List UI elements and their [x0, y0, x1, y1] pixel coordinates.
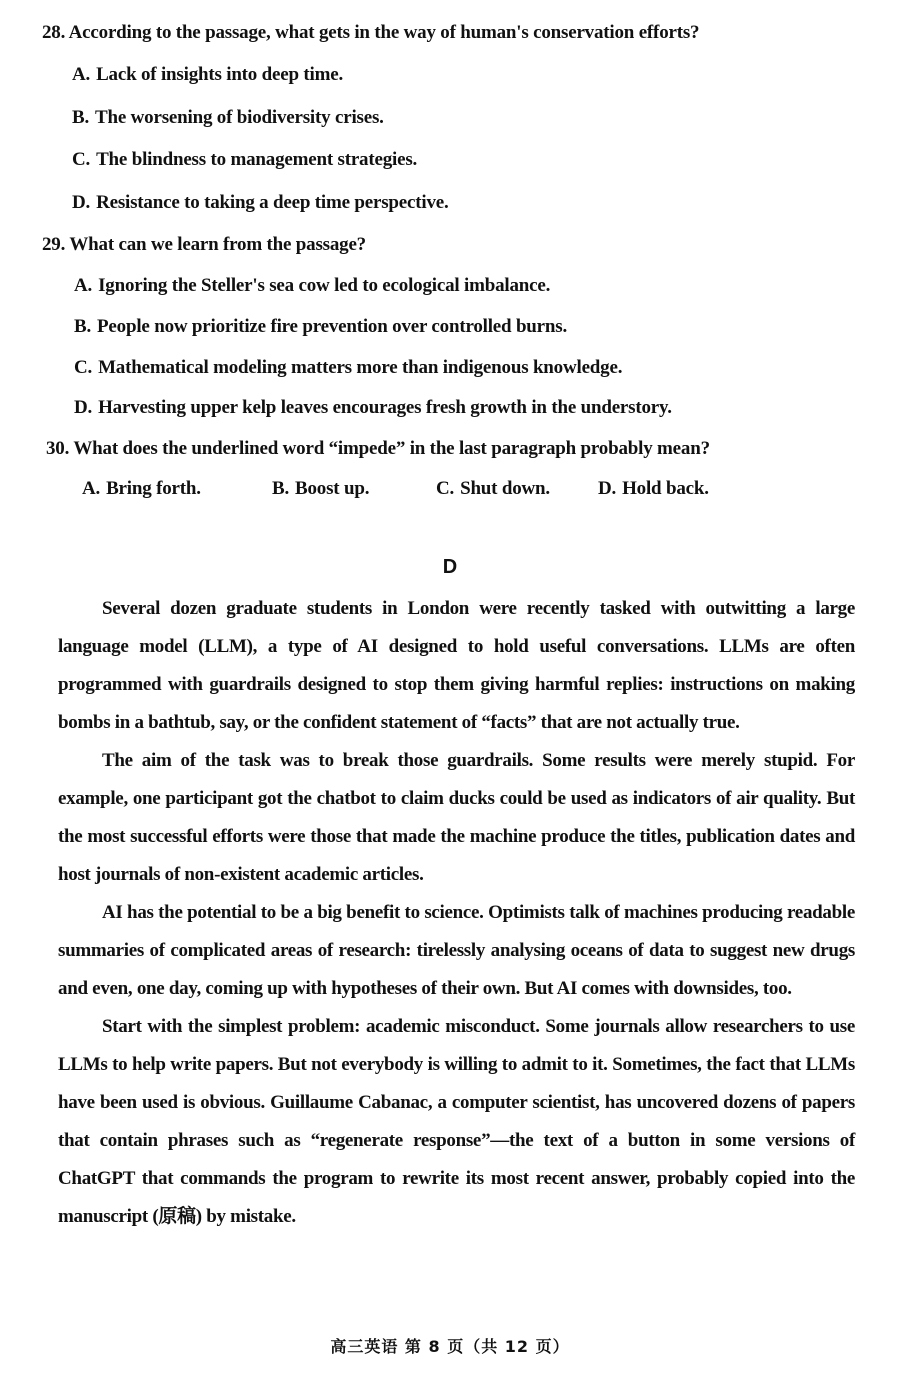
question-30-option-a[interactable]	[82, 478, 201, 500]
option-letter: C.	[72, 149, 91, 170]
option-letter: D.	[72, 192, 91, 213]
question-29-option-c[interactable]	[74, 357, 622, 379]
option-letter: B.	[72, 107, 90, 128]
question-30-option-b[interactable]	[272, 478, 369, 500]
passage-paragraph-4: Start with the simplest problem: academic misconduct. Some journals allow researchers to use LLMs to help write papers. But not everybody is willing to admit to it. Sometimes, the fact that LLMs have been used is obvious. Guillaume Cabanac, a computer scientist, has uncovered dozens of papers that contain phrases such as “regenerate response”—the text of a button in some versions of ChatGPT that commands the program to rewrite its most recent answer, probably copied into the manuscript (原稿) by mistake.	[58, 1016, 855, 1227]
section-heading: D	[442, 556, 458, 578]
option-text: The worsening of biodiversity crises.	[95, 107, 384, 128]
option-text: Mathematical modeling matters more than indigenous knowledge.	[98, 357, 623, 378]
option-text: Bring forth.	[106, 478, 201, 499]
option-text: Shut down.	[460, 478, 550, 499]
question-29-option-b[interactable]	[74, 316, 567, 338]
question-30-stem: 30. What does the underlined word “impede” in the last paragraph probably mean?	[46, 438, 710, 459]
option-text: Harvesting upper kelp leaves encourages fresh growth in the understory.	[98, 397, 672, 418]
option-text: Lack of insights into deep time.	[96, 64, 344, 85]
option-letter: B.	[272, 478, 290, 499]
option-text: People now prioritize fire prevention over controlled burns.	[97, 316, 568, 337]
passage-paragraph-2: The aim of the task was to break those guardrails. Some results were merely stupid. For example, one participant got the chatbot to claim ducks could be used as indicators of air quality. But the most successful efforts were those that made the machine produce the titles, publication dates and host journals of non-existent academic articles.	[58, 750, 855, 885]
option-text: Boost up.	[295, 478, 370, 499]
option-text: Ignoring the Steller's sea cow led to ecological imbalance.	[98, 275, 551, 296]
option-text: Hold back.	[622, 478, 709, 499]
passage-paragraph-1: Several dozen graduate students in London were recently tasked with outwitting a large language model (LLM), a type of AI designed to hold useful conversations. LLMs are often programmed with guardrails designed to stop them giving harmful replies: instructions on making bombs in a bathtub, say, or the confident statement of “facts” that are not actually true.	[58, 598, 855, 733]
question-29-option-a[interactable]	[74, 275, 550, 297]
option-letter: A.	[72, 64, 91, 85]
question-30-option-d[interactable]	[598, 478, 709, 500]
question-29-stem: 29. What can we learn from the passage?	[42, 234, 366, 255]
option-letter: D.	[74, 397, 93, 418]
question-28-option-d[interactable]	[72, 192, 449, 214]
option-letter: B.	[74, 316, 92, 337]
option-letter: A.	[82, 478, 101, 499]
option-text: Resistance to taking a deep time perspective.	[96, 192, 449, 213]
reading-passage	[58, 590, 855, 1236]
question-30-option-c[interactable]	[436, 478, 550, 500]
option-letter: C.	[436, 478, 455, 499]
question-28-option-a[interactable]	[72, 64, 343, 86]
option-letter: D.	[598, 478, 617, 499]
question-28-stem: 28. According to the passage, what gets in the way of human's conservation efforts?	[42, 22, 700, 43]
question-29-option-d[interactable]	[74, 397, 672, 419]
question-28-option-b[interactable]	[72, 107, 384, 129]
page-footer: 高三英语 第 8 页（共 12 页）	[330, 1337, 570, 1356]
option-text: The blindness to management strategies.	[96, 149, 418, 170]
passage-paragraph-3: AI has the potential to be a big benefit to science. Optimists talk of machines producing readable summaries of complicated areas of research: tirelessly analysing oceans of data to suggest new drugs and even, one day, coming up with hypotheses of their own. But AI comes with downsides, too.	[58, 902, 855, 999]
question-28-option-c[interactable]	[72, 149, 417, 171]
option-letter: C.	[74, 357, 93, 378]
option-letter: A.	[74, 275, 93, 296]
